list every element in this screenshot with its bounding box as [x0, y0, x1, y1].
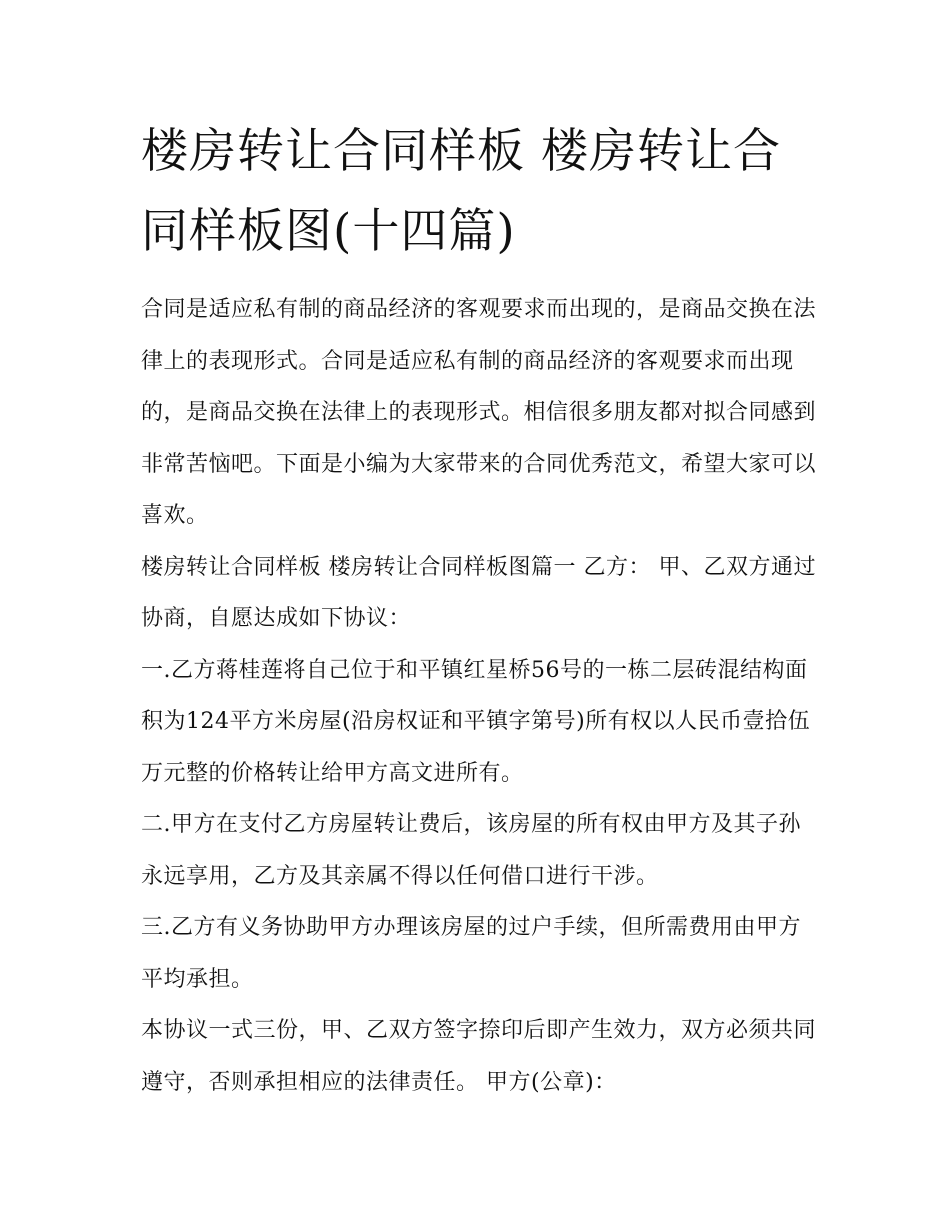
clause-three-paragraph: 三.乙方有义务协助甲方办理该房屋的过户手续，但所需费用由甲方平均承担。: [141, 915, 801, 992]
document-body: [141, 112, 821, 1108]
intro-paragraph: 合同是适应私有制的商品经济的客观要求而出现的，是商品交换在法律上的表现形式。合同是适应私有制的商品经济的客观要求而出现的，是商品交换在法律上的表现形式。相信很多朋友都对拟合同感到非常苦恼吧。下面是小编为大家带来的合同优秀范文，希望大家可以喜欢。: [141, 297, 817, 528]
closing-paragraph: 本协议一式三份，甲、乙双方签字捺印后即产生效力，双方必须共同遵守，否则承担相应的法律责任。 甲方(公章)：: [141, 1018, 817, 1095]
clause-one-paragraph: 一.乙方蒋桂莲将自己位于和平镇红星桥56号的一栋二层砖混结构面积为124平方米房屋(沿房权证和平镇字第号)所有权以人民币壹拾伍万元整的价格转让给甲方高文进所有。: [141, 657, 811, 786]
contract-heading-paragraph: 楼房转让合同样板 楼房转让合同样板图篇一 乙方： 甲、乙双方通过协商，自愿达成如下协议：: [141, 554, 816, 631]
document-title: 楼房转让合同样板 楼房转让合同样板图(十四篇): [141, 124, 781, 259]
clause-two-paragraph: 二.甲方在支付乙方房屋转让费后，该房屋的所有权由甲方及其子孙永远享用，乙方及其亲属不得以任何借口进行干涉。: [141, 812, 801, 889]
